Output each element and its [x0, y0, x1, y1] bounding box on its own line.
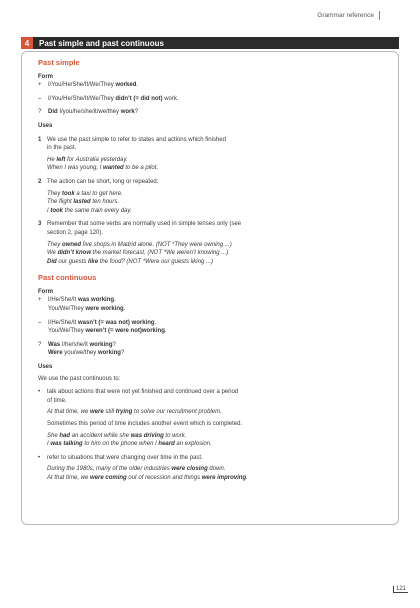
bullet-1-plain: Sometimes this period of time includes another event which is completed. — [47, 421, 243, 427]
use-2-text: 2 The action can be short, long or repeated. — [38, 178, 159, 185]
use-2-example-3: I took the same train every day. — [47, 207, 132, 214]
use-1-text: 1 We use the past simple to refer to states and actions which finished — [38, 136, 226, 143]
past-continuous-form-question-2: Were you/we/they working? — [48, 350, 125, 357]
use-3-example-1: They owned five shops in Madrid alone. (NOT *They were owning ...) — [47, 241, 232, 248]
running-header — [317, 12, 374, 19]
past-simple-form-question: ? Did I/you/he/she/it/we/they work? — [38, 109, 139, 116]
use-3-text: 3 Remember that some verbs are normally used in simple tenses only (see — [38, 221, 242, 228]
bullet-2-example-2: At that time, we were coming out of recession and things were improving. — [47, 474, 248, 481]
past-simple-heading: Past simple — [38, 58, 80, 67]
past-continuous-form-positive: + I/He/She/It was working. — [38, 297, 116, 304]
bullet-1-example-1: At that time, we were still trying to solve our recruitment problem. — [47, 409, 222, 416]
use-2-example-1: They took a taxi to get here. — [47, 190, 123, 197]
running-header-label: Grammar reference — [317, 12, 374, 19]
bullet-1-example-3: I was talking to him on the phone when I heard an explosion. — [47, 441, 212, 448]
bullet-1-text: • talk about actions that were not yet finished and continued over a period — [38, 389, 239, 396]
page-number: 121 — [393, 586, 408, 593]
bullet-2-example-1: During the 1980s, many of the older industries were closing down. — [47, 466, 226, 473]
bullet-2-text: • refer to situations that were changing over time in the past. — [38, 454, 203, 461]
use-2-example-2: The flight lasted ten hours. — [47, 199, 120, 206]
bullet-1-text-cont: of time. — [47, 397, 67, 404]
use-3-example-3: Did our guests like the food? (NOT *Were our guests liking ...) — [47, 258, 213, 265]
section-title-bar — [21, 37, 399, 49]
past-continuous-form-positive-2: You/We/They were working. — [48, 306, 126, 313]
past-continuous-form-negative: – I/He/She/It wasn’t (= was not) working. — [38, 319, 157, 326]
use-1-example-2: When I was young, I wanted to be a pilot. — [47, 165, 159, 172]
past-simple-form-positive: + I/You/He/She/It/We/They worked. — [38, 82, 139, 89]
section-number: 4 — [21, 37, 33, 49]
past-continuous-form-label: Form — [38, 288, 53, 295]
past-continuous-heading: Past continuous — [38, 273, 97, 283]
past-continuous-uses-intro: We use the past continuous to: — [38, 375, 121, 382]
grammar-content — [38, 59, 388, 483]
use-1-example-1: He left for Australia yesterday. — [47, 156, 128, 163]
bullet-1-example-2: She had an accident while she was driving to work. — [47, 432, 187, 439]
section-title: Past simple and past continuous — [39, 38, 164, 48]
use-3-text-cont: section 2, page 120). — [47, 229, 104, 236]
past-continuous-form-question: ? Was I/he/she/it working? — [38, 341, 116, 348]
past-continuous-uses-label: Uses — [38, 364, 53, 371]
past-simple-form-negative: – I/You/He/She/It/We/They didn’t (= did not) work. — [38, 95, 179, 102]
past-simple-form-label: Form — [38, 73, 53, 80]
use-3-example-2: We didn’t know the market forecast. (NOT *We weren’t knowing ...) — [47, 250, 229, 257]
past-continuous-form-negative-2: You/We/They weren’t (= were not)working. — [48, 328, 167, 335]
use-1-text-cont: in the past. — [47, 145, 77, 152]
past-simple-uses-label: Uses — [38, 122, 53, 129]
header-divider — [379, 11, 380, 20]
